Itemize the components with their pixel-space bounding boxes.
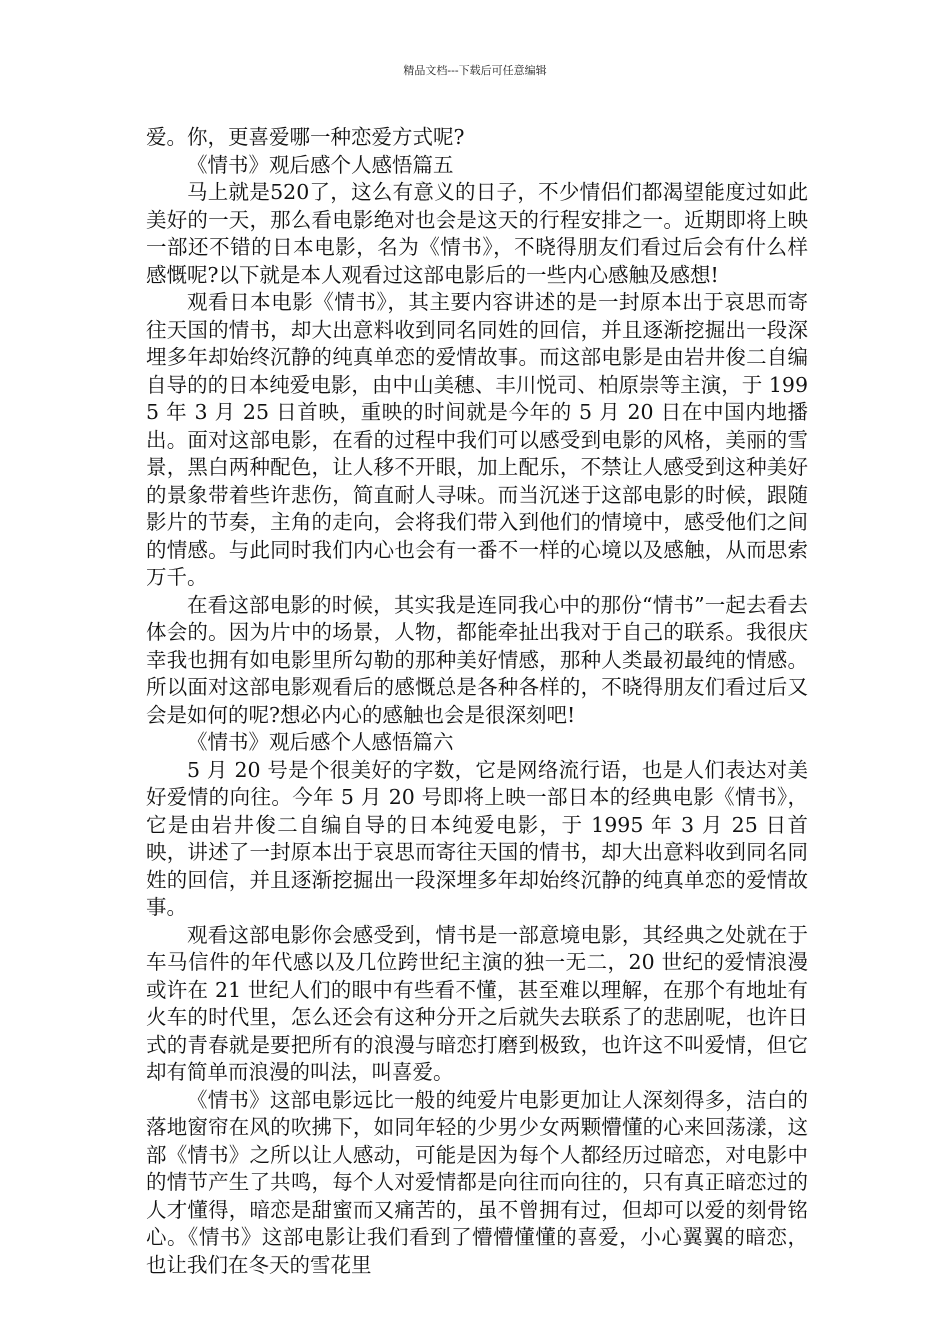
section-heading: 《情书》观后感个人感悟篇六 [187,730,454,754]
paragraph: 在看这部电影的时候，其实我是连同我心中的那份“情书”一起去看去体会的。因为片中的场景，人物，都能牵扯出我对于自己的联系。我很庆幸我也拥有如电影里所勾勒的那种美好情感，那种人类最初最纯的情感。所以面对这部电影观看后的感慨总是各种各样的，不晓得朋友们看过后又会是如何的呢?想必内心的感触也会是很深刻吧! [146,592,808,727]
paragraph: 5 月 20 号是个很美好的字数，它是网络流行语，也是人们表达对美好爱情的向往。今年 5 月 20 号即将上映一部日本的经典电影《情书》，它是由岩井俊二自编自导的日本纯爱电影，于 1995 年 3 月 25 日首映，讲述了一封原本出于哀思而寄往天国的情书，却大出意料收到同名同姓的回信，并且逐渐挖掘出一段深埋多年却始终沉静的纯真单恋的爱情故事。 [146,757,808,919]
section-heading: 《情书》观后感个人感悟篇五 [187,152,454,177]
paragraph: 马上就是520了，这么有意义的日子，不少情侣们都渴望能度过如此美好的一天，那么看电影绝对也会是这天的行程安排之一。近期即将上映一部还不错的日本电影，名为《情书》，不晓得朋友们看过后会有什么样感慨呢?以下就是本人观看过这部电影后的一些内心感触及感想! [146,180,808,287]
page-header: 精品文档---下载后可任意编辑 [403,64,547,77]
paragraph: 观看日本电影《情书》，其主要内容讲述的是一封原本出于哀思而寄往天国的情书，却大出意料收到同名同姓的回信，并且逐渐挖掘出一段深埋多年却始终沉静的纯真单恋的爱情故事。而这部电影是由岩井俊二自编自导的的日本纯爱电影，由中山美穗、丰川悦司、柏原崇等主演，于 1995 年 3 月 25 日首映，重映的时间就是今年的 5 月 20 日在中国内地播出。面对这部电影，在看的过程中我们可以感受到电影的风格，美丽的雪景，黑白两种配色，让人移不开眼，加上配乐，不禁让人感受到这种美好的景象带着些许悲伤，简直耐人寻味。而当沉迷于这部电影的时候，跟随影片的节奏，主角的走向，会将我们带入到他们的情境中，感受他们之间的情感。与此同时我们内心也会有一番不一样的心境以及感触，从而思索万千。 [146,290,808,589]
paragraph: 《情书》这部电影远比一般的纯爱片电影更加让人深刻得多，洁白的落地窗帘在风的吹拂下，如同年轻的少男少女两颗懵懂的心来回荡漾，这部《情书》之所以让人感动，可能是因为每个人都经历过暗恋，对电影中的情节产生了共鸣，每个人对爱情都是向往而向往的，只有真正暗恋过的人才懂得，暗恋是甜蜜而又痛苦的，虽不曾拥有过，但却可以爱的刻骨铭心。《情书》这部电影让我们看到了懵懵懂懂的喜爱，小心翼翼的暗恋，也让我们在冬天的雪花里 [146,1087,808,1277]
document-body [146,124,808,1279]
paragraph: 爱。你，更喜爱哪一种恋爱方式呢? [146,125,465,149]
paragraph: 观看这部电影你会感受到，情书是一部意境电影，其经典之处就在于车马信件的年代感以及几位跨世纪主演的独一无二，20 世纪的爱情浪漫或许在 21 世纪人们的眼中有些看不懂，甚至难以理解，在那个有地址有火车的时代里，怎么还会有这种分开之后就失去联系了的悲剧呢，也许日式的青春就是要把所有的浪漫与暗恋打磨到极致，也许这不叫爱情，但它却有简单而浪漫的叫法，叫喜爱。 [146,922,808,1084]
